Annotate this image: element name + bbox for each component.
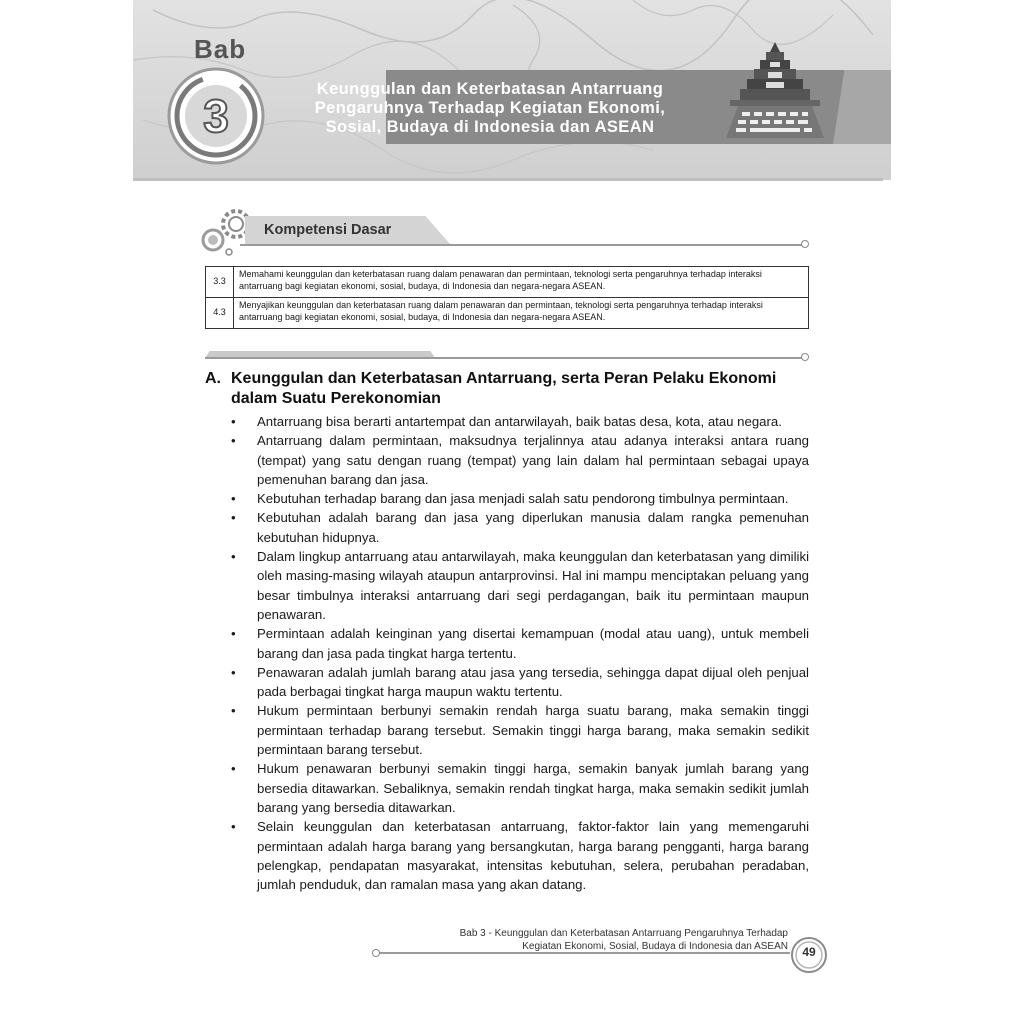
bullet-list [231, 412, 809, 894]
page-number-badge [790, 936, 828, 974]
header-shadow-line [133, 178, 883, 181]
kompetensi-table [205, 266, 809, 329]
kompetensi-rule-end [801, 240, 809, 248]
chapter-number: 3 [203, 90, 229, 142]
list-item: • Antarruang dalam permintaan, maksudnya terjalinnya atau adanya interaksi antara ruang (tempat) yang satu dengan ruang (tempat) yang lain dalam hal permintaan sebagai upaya pemenuhan barang dan jasa. [231, 431, 809, 489]
list-item: • Hukum permintaan berbunyi semakin rendah harga suatu barang, maka semakin tinggi permintaan terhadap barang tersebut. Semakin tinggi harga barang, maka semakin sedikit permintaan barang tersebut. [231, 701, 809, 759]
table-row [206, 298, 809, 329]
chapter-title-line-1: Keunggulan dan Keterbatasan Antarruang [316, 80, 664, 98]
bab-label: Bab [194, 34, 247, 64]
list-item: • Kebutuhan adalah barang dan jasa yang diperlukan manusia dalam rangka pemenuhan kebutuhan hidupnya. [231, 508, 809, 547]
list-item: • Antarruang bisa berarti antartempat dan antarwilayah, baik batas desa, kota, atau negara. [231, 412, 809, 431]
table-row [206, 267, 809, 298]
section-rule [205, 357, 803, 359]
chapter-title-line-2: Pengaruhnya Terhadap Kegiatan Ekonomi, [314, 99, 666, 117]
kd-text: Memahami keunggulan dan keterbatasan ruang dalam penawaran dan permintaan, teknologi serta pengaruhnya terhadap interaksi antarruang bagi kegiatan ekonomi, sosial, budaya, di Indonesia dan negara-negara ASEAN. [234, 267, 809, 298]
footer-line-1: Bab 3 - Keunggulan dan Keterbatasan Antarruang Pengaruhnya Terhadap [459, 928, 788, 939]
section-rule-end [801, 353, 809, 361]
list-item: • Hukum penawaran berbunyi semakin tinggi harga, semakin banyak jumlah barang yang bersedia ditawarkan. Sebaliknya, semakin rendah tingkat harga, maka semakin sedikit jumlah barang yang bersedia ditawarkan. [231, 759, 809, 817]
temple-laptop-illustration [720, 38, 830, 146]
footer-rule-start [372, 949, 380, 957]
footer-line-2: Kegiatan Ekonomi, Sosial, Budaya di Indonesia dan ASEAN [522, 940, 788, 952]
list-item: • Selain keunggulan dan keterbatasan antarruang, faktor-faktor lain yang memengaruhi permintaan adalah harga barang yang bersangkutan, harga barang pengganti, harga barang pelengkap, pendapatan masyarakat, intensitas kebutuhan, selera, perubahan peradaban, jumlah penduduk, dan ramalan masa yang akan datang. [231, 817, 809, 894]
section-heading [205, 369, 815, 409]
section-heading-text: Keunggulan dan Keterbatasan Antarruang, serta Peran Pelaku Ekonomi dalam Suatu Perekonomian [231, 370, 777, 407]
kd-number: 3.3 [206, 267, 234, 298]
list-item: • Penawaran adalah jumlah barang atau jasa yang tersedia, sehingga dapat dijual oleh penjual pada berbagai tingkat harga maupun waktu tertentu. [231, 663, 809, 702]
footer-rule [378, 952, 790, 954]
kd-number: 4.3 [206, 298, 234, 329]
list-item: • Dalam lingkup antarruang atau antarwilayah, maka keunggulan dan keterbatasan yang dimiliki oleh masing-masing wilayah ataupun antarprovinsi. Hal ini mampu menciptakan peluang yang besar timbulnya interaksi antarruang dari segi perdagangan, baik itu permintaan maupun penawaran. [231, 547, 809, 624]
kompetensi-rule [240, 244, 803, 246]
list-item: • Kebutuhan terhadap barang dan jasa menjadi salah satu pendorong timbulnya permintaan. [231, 489, 809, 508]
kd-text: Menyajikan keunggulan dan keterbatasan ruang dalam penawaran dan permintaan, teknologi serta pengaruhnya terhadap interaksi antarruang bagi kegiatan ekonomi, sosial, budaya, di Indonesia dan negara-negara ASEAN. [234, 298, 809, 329]
chapter-title-line-3: Sosial, Budaya di Indonesia dan ASEAN [325, 118, 655, 136]
chapter-title [270, 80, 710, 137]
page-number: 49 [802, 945, 816, 959]
kompetensi-title: Kompetensi Dasar [264, 222, 392, 238]
running-footer [330, 928, 788, 953]
chapter-number-badge [166, 66, 266, 166]
section-letter: A. [205, 370, 221, 387]
list-item: • Permintaan adalah keinginan yang disertai kemampuan (modal atau uang), untuk membeli barang dan jasa pada tingkat harga tertentu. [231, 624, 809, 663]
